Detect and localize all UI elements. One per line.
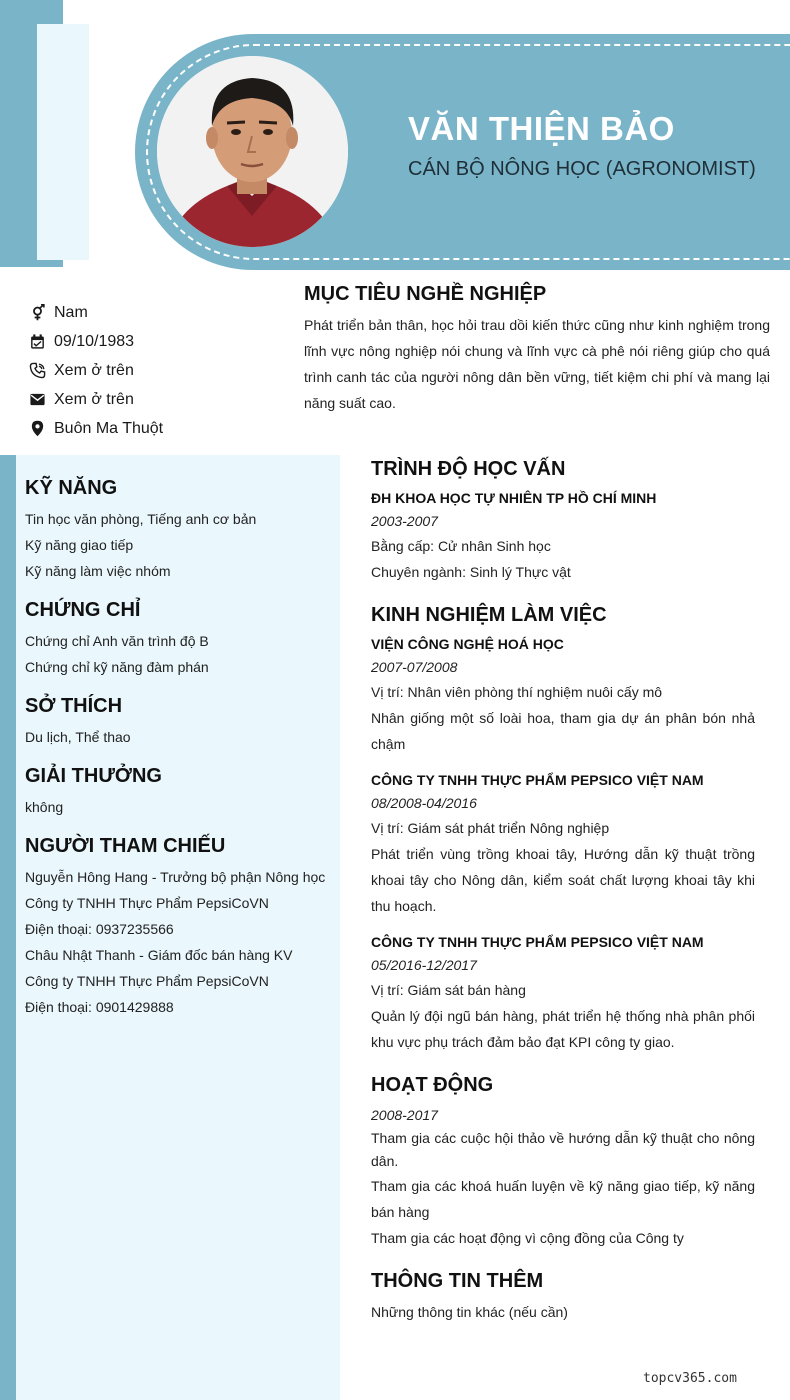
activities-date: 2008-2017 xyxy=(371,1107,438,1123)
activities-section xyxy=(371,1071,755,1251)
contact-email xyxy=(28,385,278,414)
experience-item xyxy=(371,769,755,919)
awards-title: GIẢI THƯỞNG xyxy=(25,765,162,787)
contact-gender-text: Nam xyxy=(54,303,88,321)
contact-address xyxy=(28,414,278,443)
hobby-item: Du lịch, Thể thao xyxy=(25,729,131,745)
experience-description: Quản lý đội ngũ bán hàng, phát triển hệ thống nhà phân phối khu vực phụ trách đảm bảo đạt KPI công ty giao. xyxy=(371,1008,755,1050)
education-title: TRÌNH ĐỘ HỌC VẤN xyxy=(371,458,566,480)
reference-line: Điện thoại: 0901429888 xyxy=(25,999,174,1015)
reference-line: Điện thoại: 0937235566 xyxy=(25,921,174,937)
experience-company: CÔNG TY TNHH THỰC PHẨM PEPSICO VIỆT NAM xyxy=(371,772,704,788)
phone-icon xyxy=(28,362,46,380)
certificates-title: CHỨNG CHỈ xyxy=(25,599,141,621)
right-column xyxy=(371,455,755,1341)
skill-item: Tin học văn phòng, Tiếng anh cơ bản xyxy=(25,511,257,527)
calendar-icon xyxy=(28,333,46,351)
candidate-name: VĂN THIỆN BẢO xyxy=(408,110,675,147)
contact-gender xyxy=(28,298,278,327)
activity-item: Tham gia các cuộc hội thảo về hướng dẫn kỹ thuật cho nông dân. xyxy=(371,1130,755,1169)
experience-description: Nhân giống một số loài hoa, tham gia dự án phân bón nhả chậm xyxy=(371,710,755,752)
certificate-item: Chứng chỉ kỹ năng đàm phán xyxy=(25,659,209,675)
awards-section xyxy=(25,762,335,820)
left-column-accent-strip xyxy=(0,455,16,1400)
contact-birthday xyxy=(28,327,278,356)
contact-address-text: Buôn Ma Thuột xyxy=(54,419,164,437)
candidate-job-title: CÁN BỘ NÔNG HỌC (AGRONOMIST) xyxy=(408,158,756,180)
career-objective-text: Phát triển bản thân, học hỏi trau dồi kiến thức cũng như kinh nghiệm trong lĩnh vực nông nghiệp nói chung và lĩnh vực cà phê nói riêng giúp cho quá trình canh tác của người nông dân bền vững, tiết kiệm chi phí và mang lại năng suất cao. xyxy=(304,317,770,411)
experience-position: Vị trí: Nhân viên phòng thí nghiệm nuôi cấy mô xyxy=(371,684,663,700)
reference-line: Châu Nhật Thanh - Giám đốc bán hàng KV xyxy=(25,947,293,963)
reference-line: Công ty TNHH Thực Phẩm PepsiCoVN xyxy=(25,973,269,989)
career-objective-section xyxy=(304,283,770,416)
hobbies-title: SỞ THÍCH xyxy=(25,695,123,717)
experience-position: Vị trí: Giám sát phát triển Nông nghiệp xyxy=(371,820,610,836)
education-section xyxy=(371,455,755,585)
left-column xyxy=(25,474,335,1032)
education-school: ĐH KHOA HỌC TỰ NHIÊN TP HỒ CHÍ MINH xyxy=(371,490,657,506)
experience-date: 08/2008-04/2016 xyxy=(371,795,477,811)
award-item: không xyxy=(25,799,64,815)
profile-photo xyxy=(157,56,348,247)
activity-item: Tham gia các hoạt động vì cộng đồng của Công ty xyxy=(371,1230,684,1246)
portrait-illustration xyxy=(157,56,348,247)
contact-birthday-text: 09/10/1983 xyxy=(54,332,135,350)
skills-title: KỸ NĂNG xyxy=(25,477,118,499)
education-degree: Bằng cấp: Cử nhân Sinh học xyxy=(371,538,551,554)
activities-title: HOẠT ĐỘNG xyxy=(371,1074,494,1096)
experience-company: VIỆN CÔNG NGHỆ HOÁ HỌC xyxy=(371,636,564,652)
additional-info-text: Những thông tin khác (nếu cần) xyxy=(371,1304,568,1320)
skill-item: Kỹ năng làm việc nhóm xyxy=(25,563,171,579)
contact-info xyxy=(28,298,278,443)
experience-position: Vị trí: Giám sát bán hàng xyxy=(371,982,526,998)
contact-email-text: Xem ở trên xyxy=(54,390,134,408)
experience-date: 05/2016-12/2017 xyxy=(371,957,477,973)
additional-info-title: THÔNG TIN THÊM xyxy=(371,1270,544,1292)
certificates-section xyxy=(25,596,335,680)
experience-date: 2007-07/2008 xyxy=(371,659,458,675)
reference-line: Công ty TNHH Thực Phẩm PepsiCoVN xyxy=(25,895,269,911)
career-objective-title: MỤC TIÊU NGHỀ NGHIỆP xyxy=(304,283,547,305)
email-icon xyxy=(28,391,46,409)
contact-phone-text: Xem ở trên xyxy=(54,361,134,379)
certificate-item: Chứng chỉ Anh văn trình độ B xyxy=(25,633,209,649)
reference-line: Nguyễn Hông Hang - Trưởng bộ phận Nông học xyxy=(25,869,326,885)
experience-description: Phát triển vùng trồng khoai tây, Hướng dẫn kỹ thuật trồng khoai tây cho Nông dân, kiểm soát chất lượng khoai tây khi thu hoạch. xyxy=(371,846,755,914)
experience-item xyxy=(371,931,755,1055)
watermark: topcv365.com xyxy=(643,1371,737,1386)
location-pin-icon xyxy=(28,420,46,438)
header-light-bar xyxy=(37,24,89,260)
experience-section xyxy=(371,601,755,1055)
experience-title: KINH NGHIỆM LÀM VIỆC xyxy=(371,604,607,626)
gender-icon xyxy=(28,304,46,322)
hobbies-section xyxy=(25,692,335,750)
contact-phone xyxy=(28,356,278,385)
skills-section xyxy=(25,474,335,584)
experience-company: CÔNG TY TNHH THỰC PHẨM PEPSICO VIỆT NAM xyxy=(371,934,704,950)
skill-item: Kỹ năng giao tiếp xyxy=(25,537,134,553)
references-section xyxy=(25,832,335,1020)
references-title: NGƯỜI THAM CHIẾU xyxy=(25,835,226,857)
education-major: Chuyên ngành: Sinh lý Thực vật xyxy=(371,564,571,580)
education-date: 2003-2007 xyxy=(371,513,438,529)
activity-item: Tham gia các khoá huấn luyện về kỹ năng giao tiếp, kỹ năng bán hàng xyxy=(371,1178,755,1220)
experience-item xyxy=(371,633,755,757)
additional-info-section xyxy=(371,1267,755,1325)
